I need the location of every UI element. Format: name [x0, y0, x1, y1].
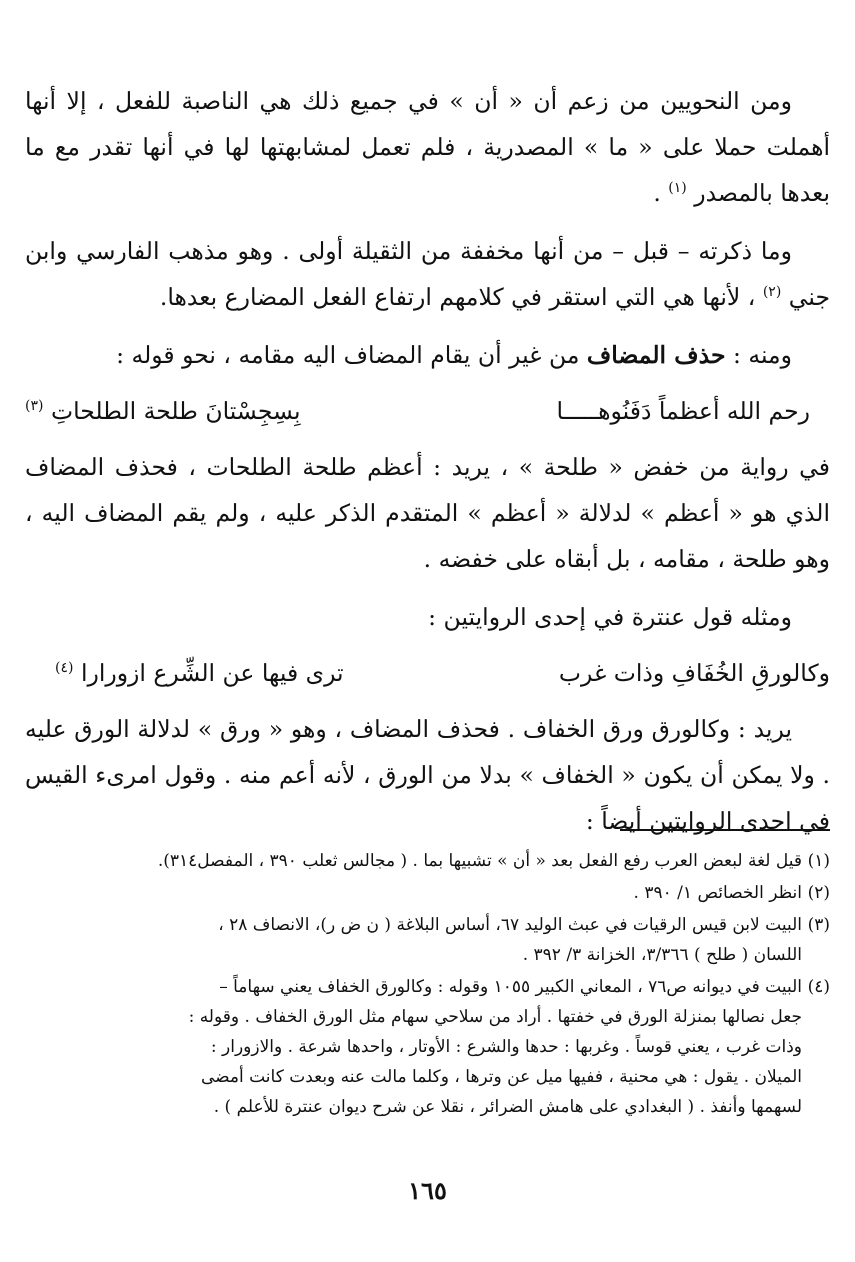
paragraph-3 — [25, 332, 830, 378]
footnote-line: الميلان . يقول : هي محنية ، ففيها ميل عن وترها ، وكلما مالت عنه وبعدت كانت أمضى — [200, 1067, 802, 1087]
p6-line1: يريد : وكالورق ورق الخفاف . فحذف المضاف ، وهو « ورق » — [197, 715, 792, 743]
p3-prefix: ومنه : — [732, 341, 792, 369]
footnote-number: (٤) — [807, 977, 830, 997]
footnotes — [25, 846, 830, 1124]
p2-line2a: وابن جني — [25, 237, 830, 311]
verse-1-first-hemistich: رحم الله أعظماً دَفَنُوهـــــا — [556, 397, 810, 425]
verse-2-second-text: ترى فيها عن الشِّرع ازورارا — [80, 659, 344, 687]
p1-end: . — [653, 179, 669, 207]
p6-line3: أعم منه . وقول امرىء القيس في احدى الروايتين أيضاً : — [25, 761, 830, 835]
p2-line1: وما ذكرته – قبل – من أنها مخففة من الثقيلة أولى . وهو مذهب الفارسي — [76, 237, 792, 265]
page-number: ١٦٥ — [408, 1176, 447, 1205]
footnote-text: قيل لغة لبعض العرب رفع الفعل بعد « أن » تشبيها بما . ( مجالس ثعلب ٣٩٠ ، المفصل٣١٤). — [157, 851, 802, 871]
footnote-separator — [620, 829, 830, 831]
paragraph-2 — [25, 228, 830, 320]
footnote-line: وذات غرب ، يعني قوساً . وغربها : حدها والشرع : الأوتار ، واحدها شرعة . والازورار : — [210, 1037, 802, 1057]
footnote-text: البيت لابن قيس الرقيات في عبث الوليد ٦٧، أساس البلاغة ( ن ض ر)، الانصاف ٢٨ ، — [218, 915, 802, 935]
p1-line2: إلا أنها أهملت حملا على « ما » المصدرية ، فلم تعمل لمشابهتها لها في أنها تقدر — [25, 87, 830, 161]
footnote-line: لسهمها وأنفذ . ( البغدادي على هامش الضرائر ، نقلا عن شرح ديوان عنترة للأعلم ) . — [213, 1097, 802, 1117]
footnote-line: اللسان ( طلح ) ٣/٣٦٦، الخزانة ٣/ ٣٩٢ . — [522, 945, 802, 965]
footnote-line — [25, 972, 830, 1002]
p1-line3: مع ما بعدها بالمصدر — [25, 133, 830, 207]
footnote-line — [25, 910, 830, 940]
footnote-number: (٣) — [807, 915, 830, 935]
paragraph-5 — [25, 594, 830, 640]
paragraph-6 — [25, 706, 830, 844]
footnote-1 — [25, 846, 830, 876]
p3-rest: من غير أن يقام المضاف اليه مقامه ، نحو قوله : — [116, 341, 580, 369]
p3-bold-term: حذف المضاف — [586, 341, 726, 369]
verse-1-second-text: بِسِجِسْتانَ طلحة الطلحاتِ — [50, 397, 301, 425]
footnote-ref-2[interactable]: (٢) — [762, 284, 782, 301]
p6-line2: لدلالة الورق عليه . ولا يمكن أن يكون « الخفاف » بدلا من الورق ، لأنه — [25, 715, 830, 789]
p4-line2: المضاف الذي هو « أعظم » لدلالة « أعظم » المتقدم الذكر عليه ، ولم يقم — [25, 453, 830, 527]
p2-line2b: ، لأنها هي التي استقر في كلامهم ارتفاع الفعل المضارع بعدها. — [159, 283, 756, 311]
verse-2-second-hemistich — [55, 650, 344, 696]
footnote-number: (٢) — [807, 883, 830, 903]
footnote-ref-4[interactable]: (٤) — [55, 660, 74, 677]
footnote-3 — [25, 910, 830, 970]
footnote-ref-1[interactable]: (١) — [668, 180, 687, 197]
footnote-text: البيت في ديوانه ص٧٦ ، المعاني الكبير ١٠٥٥ وقوله : وكالورق الخفاف يعني سهاماً – — [219, 977, 802, 997]
footnote-ref-3[interactable]: (٣) — [25, 398, 44, 415]
p5-line1: ومثله قول عنترة في إحدى الروايتين : — [428, 603, 792, 631]
main-text — [25, 78, 830, 844]
p1-line1: ومن النحويين من زعم أن « أن » في جميع ذلك هي الناصبة للفعل ، — [96, 87, 792, 115]
paragraph-1 — [25, 78, 830, 216]
verse-1-second-hemistich — [25, 388, 301, 434]
p4-line1: في رواية من خفض « طلحة » ، يريد : أعظم طلحة الطلحات ، فحذف — [114, 453, 830, 481]
footnote-number: (١) — [807, 851, 830, 871]
p4-line3: المضاف اليه ، وهو طلحة ، مقامه ، بل أبقاه على خفضه . — [25, 499, 830, 573]
paragraph-4 — [25, 444, 830, 582]
footnote-text: انظر الخصائص ١/ ٣٩٠ . — [633, 883, 802, 903]
footnote-4 — [25, 972, 830, 1122]
footnote-2 — [25, 878, 830, 908]
verse-2-first-hemistich: وكالورقِ الخُفَافِ وذات غرب — [558, 659, 830, 687]
verse-2 — [25, 650, 830, 696]
footnote-line: جعل نصالها بمنزلة الورق في خفتها . أراد من سلاحي سهام مثل الورق الخفاف . وقوله : — [188, 1007, 802, 1027]
verse-1 — [25, 388, 830, 434]
